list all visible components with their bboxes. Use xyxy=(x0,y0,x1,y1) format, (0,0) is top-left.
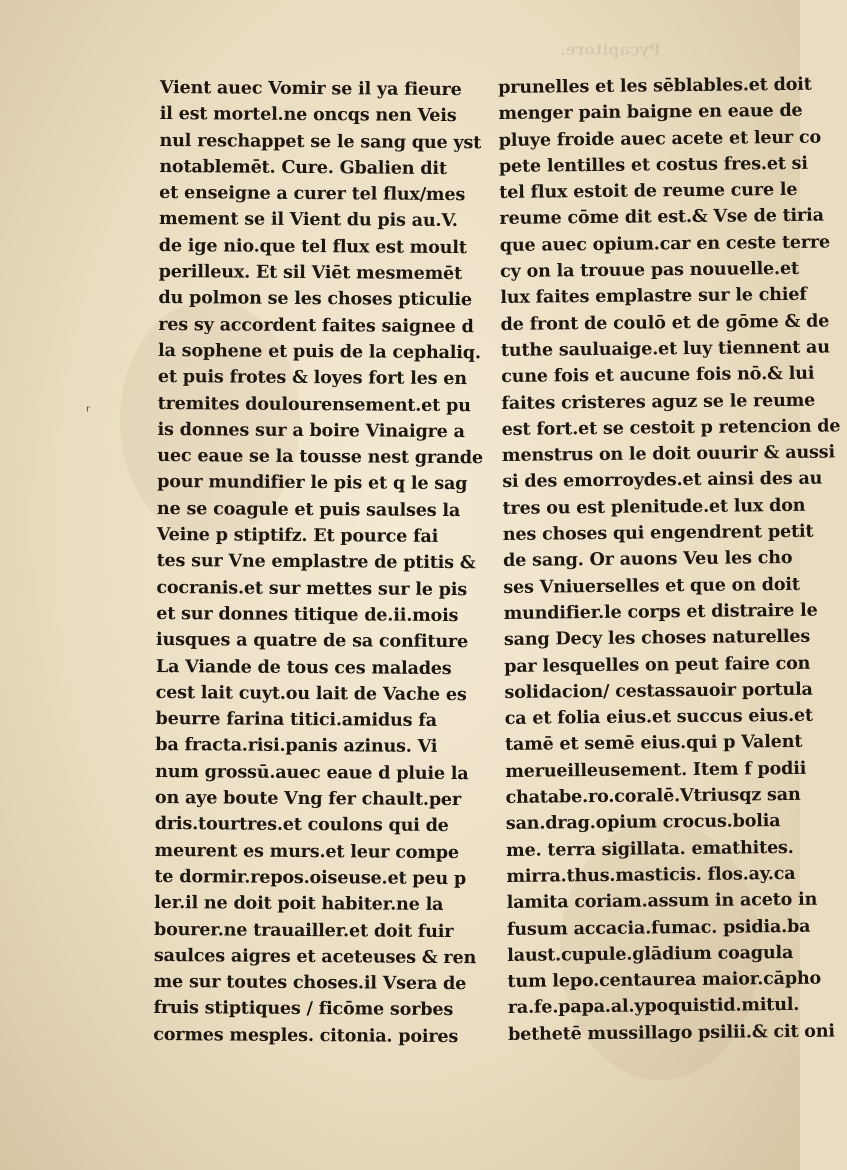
text-line: is donnes sur a boire Vinaigre a xyxy=(157,418,465,442)
text-line: tuthe sauluaige.et luy tiennent au xyxy=(500,336,830,361)
text-line: san.drag.opium crocus.bolia xyxy=(505,810,781,835)
text-line: la sophene et puis de la cephaliq. xyxy=(158,339,481,364)
text-line: perilleux. Et sil Viēt mesmemēt xyxy=(158,261,463,285)
text-line: meurent es murs.et leur compe xyxy=(154,839,459,863)
text-line: ler.il ne doit poit habiter.ne la xyxy=(154,892,444,916)
text-line: bethetē mussillago psilii.& cit oni xyxy=(507,1020,835,1045)
text-line: te dormir.repos.oiseuse.et peu p xyxy=(154,865,467,890)
text-line: tes sur Vne emplastre de ptitis & xyxy=(156,550,476,574)
text-line: menger pain baigne en eaue de xyxy=(498,100,803,125)
text-line: faites cristeres aguz se le reume xyxy=(501,389,816,414)
text-line: uec eaue se la tousse nest grande xyxy=(157,445,483,469)
text-line: me. terra sigillata. emathites. xyxy=(506,836,794,861)
text-line: lamita coriam.assum in aceto in xyxy=(506,888,818,914)
text-line: de sang. Or auons Veu les cho xyxy=(502,547,793,572)
text-line: ses Vniuerselles et que on doit xyxy=(503,573,800,598)
text-line: pete lentilles et costus fres.et si xyxy=(498,152,808,177)
text-line: il est mortel.ne oncqs nen Veis xyxy=(159,103,457,127)
text-line: num grossū.auec eaue d pluie la xyxy=(155,760,469,784)
right-column xyxy=(498,72,841,1048)
bleed-through xyxy=(0,0,800,70)
text-line: de front de coulō et de gōme & de xyxy=(500,310,830,335)
text-line: est fort.et se cestoit p retencion de xyxy=(501,415,841,440)
text-line: que auec opium.car en ceste terre xyxy=(499,231,831,256)
text-line: tremites doulourensement.et pu xyxy=(157,392,471,416)
text-line: si des emorroydes.et ainsi des au xyxy=(502,468,823,493)
text-line: et puis frotes & loyes fort les en xyxy=(157,366,467,390)
text-line: mundifier.le corps et distraire le xyxy=(503,599,818,624)
text-line: Vient auec Vomir se il ya fieure xyxy=(159,76,462,101)
text-line: par lesquelles on peut faire con xyxy=(504,652,811,677)
text-line: ba fracta.risi.panis azinus. Vi xyxy=(155,734,438,758)
text-line: chatabe.ro.coralē.Vtriusqz san xyxy=(505,783,801,808)
text-line: pluye froide auec acete et leur co xyxy=(498,126,822,151)
text-line: dris.tourtres.et coulons qui de xyxy=(154,813,449,837)
text-line: ra.fe.papa.al.ypoquistid.mitul. xyxy=(507,994,800,1019)
text-line: reume cōme dit est.& Vse de tiria xyxy=(499,205,824,230)
text-line: et sur donnes titique de.ii.mois xyxy=(156,602,459,627)
text-line: tum lepo.centaurea maior.cāpho xyxy=(507,967,822,993)
left-column xyxy=(153,75,490,1050)
text-line: res sy accordent faites saignee d xyxy=(158,313,474,337)
text-line: tel flux estoit de reume cure le xyxy=(499,179,798,204)
margin-mark: ʳ xyxy=(86,402,91,421)
text-line: bourer.ne trauailler.et doit fuir xyxy=(153,918,454,942)
text-line: notablemēt. Cure. Gbalien dit xyxy=(159,155,447,179)
text-line: prunelles et les sēblables.et doit xyxy=(498,73,812,98)
text-line: on aye boute Vng fer chault.per xyxy=(154,786,462,811)
text-line: tres ou est plenitude.et lux don xyxy=(502,494,806,519)
text-line: cest lait cuyt.ou lait de Vache es xyxy=(155,681,467,705)
text-line: du polmon se les choses pticulie xyxy=(158,287,472,311)
text-line: de ige nio.que tel flux est moult xyxy=(158,234,467,258)
text-line: ne se coagule et puis saulses la xyxy=(156,497,461,521)
text-line: merueilleusement. Item f podii xyxy=(505,757,807,782)
text-line: cune fois et aucune fois nō.& lui xyxy=(501,362,815,388)
text-line: pour mundifier le pis et q le sag xyxy=(157,471,468,495)
text-line: solidacion/ cestassauoir portula xyxy=(504,678,813,703)
text-line: lux faites emplastre sur le chief xyxy=(500,284,807,309)
text-line: mirra.thus.masticis. flos.ay.ca xyxy=(506,862,796,887)
text-line: nul reschappet se le sang que yst xyxy=(159,129,482,153)
text-line: et enseigne a curer tel flux/mes xyxy=(159,182,466,206)
bleed-through-text: Pycapitore. xyxy=(560,40,661,59)
text-line: laust.cupule.glādium coagula xyxy=(507,941,794,966)
text-line: fruis stiptiques / ficōme sorbes xyxy=(153,997,454,1021)
text-line: beurre farina titici.amidus fa xyxy=(155,708,437,732)
text-line: cocranis.et sur mettes sur le pis xyxy=(156,576,468,600)
text-line: cormes mesples. citonia. poires xyxy=(153,1023,459,1047)
text-line: ca et folia eius.et succus eius.et xyxy=(504,704,814,730)
text-line: fusum accacia.fumac. psidia.ba xyxy=(506,915,811,940)
text-line: sang Decy les choses naturelles xyxy=(503,625,811,651)
text-line: La Viande de tous ces malades xyxy=(155,655,452,679)
text-line: menstrus on le doit ouurir & aussi xyxy=(501,441,835,467)
text-line: saulces aigres et aceteuses & ren xyxy=(153,944,477,969)
text-line: iusques a quatre de sa confiture xyxy=(155,629,469,653)
text-line: Veine p stiptifz. Et pource fai xyxy=(156,524,439,547)
text-line: mement se il Vient du pis au.V. xyxy=(158,208,458,232)
text-line: nes choses qui engendrent petit xyxy=(502,520,814,546)
text-line: cy on la trouue pas nouuelle.et xyxy=(499,257,799,283)
text-line: tamē et semē eius.qui p Valent xyxy=(504,731,803,756)
text-line: me sur toutes choses.il Vsera de xyxy=(153,971,467,995)
